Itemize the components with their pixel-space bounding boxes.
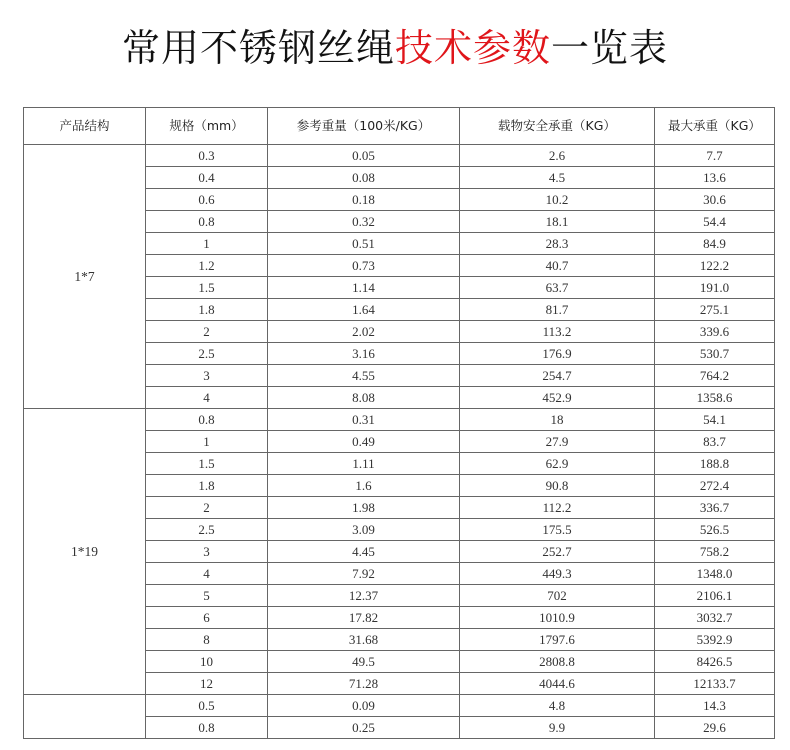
max-load-cell: 29.6 (655, 717, 775, 739)
safe-load-cell: 1010.9 (460, 607, 655, 629)
spec-cell: 1.8 (146, 299, 268, 321)
weight-cell: 49.5 (268, 651, 460, 673)
title-part-1: 常用不锈钢丝绳 (121, 26, 395, 70)
safe-load-cell: 9.9 (460, 717, 655, 739)
safe-load-cell: 112.2 (460, 497, 655, 519)
max-load-cell: 1348.0 (655, 563, 775, 585)
max-load-cell: 758.2 (655, 541, 775, 563)
spec-cell: 1 (146, 431, 268, 453)
structure-cell: 1*7 (24, 145, 146, 409)
spec-cell: 4 (146, 387, 268, 409)
max-load-cell: 54.1 (655, 409, 775, 431)
weight-cell: 0.05 (268, 145, 460, 167)
spec-cell: 0.8 (146, 211, 268, 233)
weight-cell: 0.73 (268, 255, 460, 277)
safe-load-cell: 4.8 (460, 695, 655, 717)
weight-cell: 0.08 (268, 167, 460, 189)
safe-load-cell: 176.9 (460, 343, 655, 365)
weight-cell: 0.18 (268, 189, 460, 211)
spec-cell: 0.8 (146, 409, 268, 431)
max-load-cell: 2106.1 (655, 585, 775, 607)
spec-cell: 8 (146, 629, 268, 651)
structure-cell (24, 695, 146, 739)
weight-cell: 0.09 (268, 695, 460, 717)
weight-cell: 1.14 (268, 277, 460, 299)
spec-cell: 4 (146, 563, 268, 585)
weight-cell: 4.55 (268, 365, 460, 387)
spec-cell: 1.5 (146, 277, 268, 299)
table-row (24, 145, 775, 167)
max-load-cell: 13.6 (655, 167, 775, 189)
spec-cell: 12 (146, 673, 268, 695)
spec-cell: 1.8 (146, 475, 268, 497)
weight-cell: 1.98 (268, 497, 460, 519)
max-load-cell: 84.9 (655, 233, 775, 255)
max-load-cell: 530.7 (655, 343, 775, 365)
max-load-cell: 3032.7 (655, 607, 775, 629)
safe-load-cell: 175.5 (460, 519, 655, 541)
safe-load-cell: 18 (460, 409, 655, 431)
max-load-cell: 188.8 (655, 453, 775, 475)
spec-cell: 5 (146, 585, 268, 607)
spec-cell: 0.3 (146, 145, 268, 167)
table-body (24, 145, 775, 739)
weight-cell: 0.31 (268, 409, 460, 431)
weight-cell: 3.16 (268, 343, 460, 365)
weight-cell: 3.09 (268, 519, 460, 541)
weight-cell: 0.25 (268, 717, 460, 739)
safe-load-cell: 81.7 (460, 299, 655, 321)
title-highlight: 技术参数 (394, 26, 551, 70)
safe-load-cell: 449.3 (460, 563, 655, 585)
safe-load-cell: 4.5 (460, 167, 655, 189)
spec-cell: 1.5 (146, 453, 268, 475)
weight-cell: 17.82 (268, 607, 460, 629)
table-row (24, 695, 775, 717)
header-row (24, 108, 775, 145)
safe-load-cell: 62.9 (460, 453, 655, 475)
spec-cell: 0.8 (146, 717, 268, 739)
weight-cell: 7.92 (268, 563, 460, 585)
max-load-cell: 336.7 (655, 497, 775, 519)
weight-cell: 1.6 (268, 475, 460, 497)
max-load-cell: 339.6 (655, 321, 775, 343)
max-load-cell: 83.7 (655, 431, 775, 453)
safe-load-cell: 2808.8 (460, 651, 655, 673)
header-spec: 规格（mm） (146, 108, 268, 145)
header-structure: 产品结构 (24, 108, 146, 145)
spec-cell: 6 (146, 607, 268, 629)
max-load-cell: 8426.5 (655, 651, 775, 673)
table-row (24, 409, 775, 431)
safe-load-cell: 10.2 (460, 189, 655, 211)
safe-load-cell: 18.1 (460, 211, 655, 233)
weight-cell: 0.32 (268, 211, 460, 233)
safe-load-cell: 40.7 (460, 255, 655, 277)
max-load-cell: 14.3 (655, 695, 775, 717)
safe-load-cell: 702 (460, 585, 655, 607)
spec-cell: 3 (146, 365, 268, 387)
weight-cell: 8.08 (268, 387, 460, 409)
max-load-cell: 5392.9 (655, 629, 775, 651)
spec-cell: 1.2 (146, 255, 268, 277)
spec-cell: 3 (146, 541, 268, 563)
safe-load-cell: 113.2 (460, 321, 655, 343)
header-safe-load: 载物安全承重（KG） (460, 108, 655, 145)
safe-load-cell: 27.9 (460, 431, 655, 453)
max-load-cell: 30.6 (655, 189, 775, 211)
safe-load-cell: 2.6 (460, 145, 655, 167)
page-title (0, 22, 790, 74)
max-load-cell: 275.1 (655, 299, 775, 321)
weight-cell: 4.45 (268, 541, 460, 563)
safe-load-cell: 1797.6 (460, 629, 655, 651)
spec-cell: 1 (146, 233, 268, 255)
spec-cell: 2 (146, 497, 268, 519)
spec-cell: 10 (146, 651, 268, 673)
max-load-cell: 122.2 (655, 255, 775, 277)
header-weight: 参考重量（100米/KG） (268, 108, 460, 145)
weight-cell: 71.28 (268, 673, 460, 695)
safe-load-cell: 28.3 (460, 233, 655, 255)
spec-table (23, 107, 775, 739)
weight-cell: 12.37 (268, 585, 460, 607)
safe-load-cell: 252.7 (460, 541, 655, 563)
max-load-cell: 764.2 (655, 365, 775, 387)
safe-load-cell: 90.8 (460, 475, 655, 497)
weight-cell: 2.02 (268, 321, 460, 343)
max-load-cell: 191.0 (655, 277, 775, 299)
max-load-cell: 12133.7 (655, 673, 775, 695)
header-max-load: 最大承重（KG） (655, 108, 775, 145)
max-load-cell: 526.5 (655, 519, 775, 541)
weight-cell: 0.51 (268, 233, 460, 255)
spec-cell: 2 (146, 321, 268, 343)
safe-load-cell: 4044.6 (460, 673, 655, 695)
safe-load-cell: 63.7 (460, 277, 655, 299)
weight-cell: 0.49 (268, 431, 460, 453)
max-load-cell: 272.4 (655, 475, 775, 497)
max-load-cell: 54.4 (655, 211, 775, 233)
weight-cell: 1.64 (268, 299, 460, 321)
weight-cell: 1.11 (268, 453, 460, 475)
structure-cell: 1*19 (24, 409, 146, 695)
max-load-cell: 7.7 (655, 145, 775, 167)
safe-load-cell: 452.9 (460, 387, 655, 409)
max-load-cell: 1358.6 (655, 387, 775, 409)
title-part-3: 一览表 (551, 26, 669, 70)
spec-cell: 2.5 (146, 343, 268, 365)
spec-cell: 0.5 (146, 695, 268, 717)
spec-cell: 0.4 (146, 167, 268, 189)
spec-cell: 2.5 (146, 519, 268, 541)
safe-load-cell: 254.7 (460, 365, 655, 387)
spec-cell: 0.6 (146, 189, 268, 211)
weight-cell: 31.68 (268, 629, 460, 651)
